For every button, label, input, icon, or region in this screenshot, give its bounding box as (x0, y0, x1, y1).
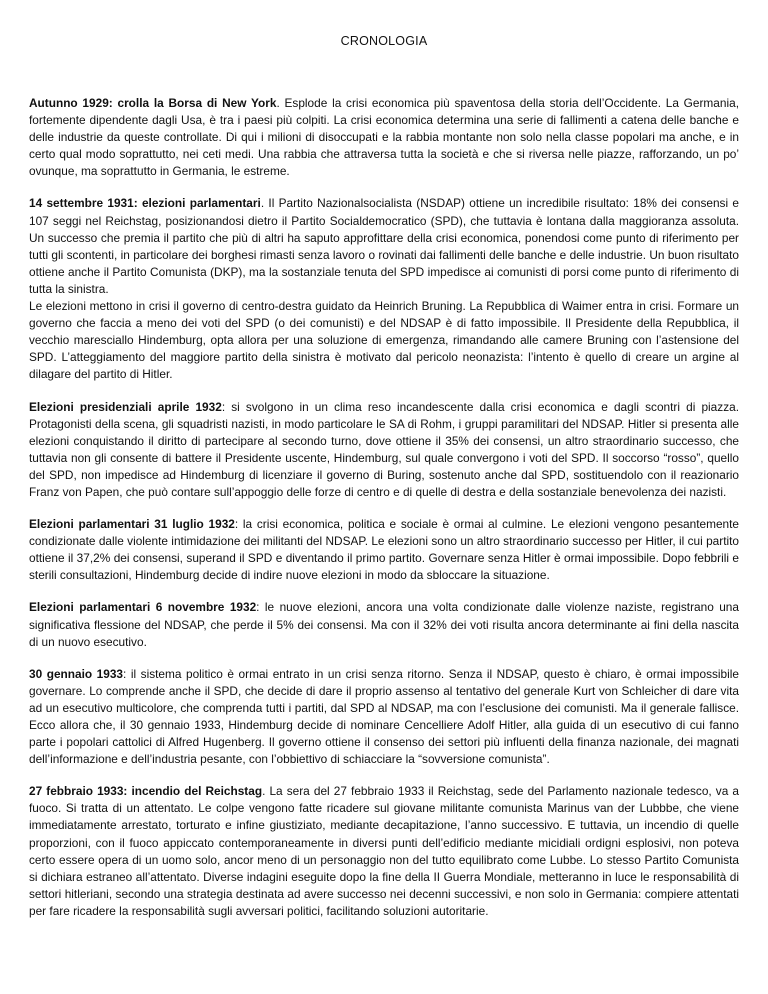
entry-presidential-1932 (29, 399, 739, 502)
entry-1929 (29, 95, 739, 180)
entry-february-1933 (29, 783, 739, 920)
entry-july-1932 (29, 516, 739, 584)
entry-text: . Esplode la crisi economica più spaventosa della storia dell’Occidente. La Germania, fortemente dipendente dagli Usa, è tra i paesi più colpiti. La crisi economica determina una serie di fallimenti a catena delle banche e delle industrie da queste controllate. Di qui i milioni di disoccupati e la rabbia montante non solo nella classe popolari ma anche, e in certo qual modo soprattutto, nei ceti medi. Una rabbia che attraversa tutta la società e che si riversa nelle piazze, rafforzando, un po’ ovunque, ma soprattutto in Germania, le estreme. (29, 96, 739, 179)
entry-paragraph (29, 95, 739, 180)
entry-paragraph (29, 599, 739, 650)
entry-heading: Elezioni presidenziali aprile 1932 (29, 399, 222, 414)
entry-heading: Elezioni parlamentari 6 novembre 1932 (29, 600, 257, 615)
entry-heading: 14 settembre 1931: elezioni parlamentari (29, 196, 261, 211)
entry-paragraph (29, 516, 739, 584)
entry-paragraph (29, 783, 739, 920)
entry-text: . La sera del 27 febbraio 1933 il Reichstag, sede del Parlamento nazionale tedesco, va a fuoco. Si tratta di un attentato. Le colpe vengono fatte ricadere sul giovane militante comunista Marinus van der Lubbbe, che viene immediatamente arrestato, torturato e infine giustiziato, mediante decapitazione, l’anno successivo. E tuttavia, un incendio di quelle proporzioni, con il fuoco appiccato contemporaneamente in diversi punti dell’edificio mediante micidiali ordigni esplosivi, non poteva certo essere opera di un uomo solo, ancor meno di un personaggio non del tutto equilibrato come Lubbe. Lo stesso Partito Comunista si dichiara estraneo all’attentato. Diverse indagini eseguite dopo la fine della II Guerra Mondiale, metteranno in luce le responsabilità di settori hitleriani, secondo una strategia destinata ad avere successo nei decenni successivi, e non solo in Germania: compiere attentati per fare ricadere la responsabilità sugli avversari politici, facilitando soluzioni autoritarie. (29, 784, 739, 918)
entry-paragraph-continued: Le elezioni mettono in crisi il governo di centro-destra guidato da Heinrich Bruning. La Repubblica di Waimer entra in crisi. Formare un governo che faccia a meno dei voti del SPD (o dei comunisti) e del NDSAP è di fatto impossibile. Il Presidente della Repubblica, il vecchio maresciallo Hindemburg, opta allora per una soluzione di emergenza, rimandando alle camere Bruning con l’astensione del SPD. L’atteggiamento del maggiore partito della sinistra è motivato dal pericolo neonazista: l’intento è quello di creare un argine al dilagare del partito di Hitler. (29, 299, 739, 382)
entry-heading: Elezioni parlamentari 31 luglio 1932 (29, 517, 235, 532)
entry-heading: Autunno 1929: crolla la Borsa di New York (29, 96, 277, 110)
entry-1931 (29, 195, 739, 383)
entry-text: : il sistema politico è ormai entrato in un crisi senza ritorno. Senza il NDSAP, questo è chiaro, è ormai impossibile governare. Lo comprende anche il SPD, che decide di dare il proprio assenso al tentativo del generale Kurt von Schleicher di dare vita ad un esecutivo multicolore, che comprenda tutti i partiti, dal SPD al NDSAP, ma con l’esclusione dei comunisti. Ma il generale fallisce. Ecco allora che, il 30 gennaio 1933, Hindemburg decide di nominare Cencelliere Adolf Hitler, alla guida di un esecutivo di cui fanno parte i popolari cattolici di Alfred Hugenberg. Il governo ottiene il consenso dei settori più influenti della finanza nazionale, dei magnati dell’informazione e dell’industria pesante, con l’obbiettivo di schiacciare la “sovversione comunista”. (29, 666, 739, 767)
page-title: CRONOLOGIA (340, 34, 428, 48)
entry-heading: 27 febbraio 1933: incendio del Reichstag (29, 784, 263, 799)
entry-paragraph (29, 666, 739, 769)
entry-january-1933 (29, 666, 739, 769)
entry-text: : la crisi economica, politica e sociale è ormai al culmine. Le elezioni vengono pesantemente condizionate dalle violente intimidazione dei militanti del NDSAP. Le elezioni sono un altro straordinario successo per Hitler, il cui partito ottiene il 37,2% dei consensi, superand il SPD e diventando il primo partito. Governare senza Hitler è ormai impossibile. Dopo febbrili e sterili consultazioni, Hindemburg decide di indire nuove elezioni in modo da sbloccare la situazione. (29, 517, 739, 583)
entry-text: : si svolgono in un clima reso incandescente dalla crisi economica e dagli scontri di piazza. Protagonisti della scena, gli squadristi nazisti, in modo particolare le SA di Rohm, i gruppi paramilitari del NDSAP. Hitler si presenta alle elezioni conquistando il diritto di partecipare al secondo turno, dove ottiene il 35% dei consensi, un altro straordinario successo, che tuttavia non gli consente di battere il Presidente uscente, Hindemburg, sul quale convergono i voti del SPD. Il soccorso “rosso”, quello del SPD, non impedisce ad Hindemburg di licenziare il governo di Buring, sostenuto anche dal SPD, sostituendolo con il reazionario Franz von Papen, che può contare sull’appoggio delle forze di centro e di quelle di destra e della sostanziale benevolenza dei nazisti. (29, 399, 739, 499)
entry-text: . Il Partito Nazionalsocialista (NSDAP) ottiene un incredibile risultato: 18% dei consensi e 107 seggi nel Reichstag, posizionandosi dietro il Partito Socialdemocratico (SPD), che tuttavia è lontana dalla maggioranza assoluta. Un successo che premia il partito che più di altri ha saputo approfittare della crisi economica, ponendosi come punto di riferimento per tutti gli scontenti, in particolare dei borghesi rimasti senza lavoro o rovinati dai fallimenti delle banche e delle industrie. Un buon risultato ottiene anche il Partito Comunista (DKP), ma la sostanziale tenuta del SPD impedisce ai comunisti di porsi come punto di riferimento di tutta la sinistra. (29, 196, 739, 296)
entry-paragraph (29, 195, 739, 298)
entry-november-1932 (29, 599, 739, 650)
entry-text: : le nuove elezioni, ancora una volta condizionate dalle violenze naziste, registrano una significativa flessione del NDSAP, che perde il 5% dei consensi. Ma con il 32% dei voti risulta ancora determinante ai fini della nascita di un nuovo esecutivo. (29, 600, 739, 649)
entry-heading: 30 gennaio 1933 (29, 666, 124, 681)
entry-paragraph (29, 399, 739, 502)
